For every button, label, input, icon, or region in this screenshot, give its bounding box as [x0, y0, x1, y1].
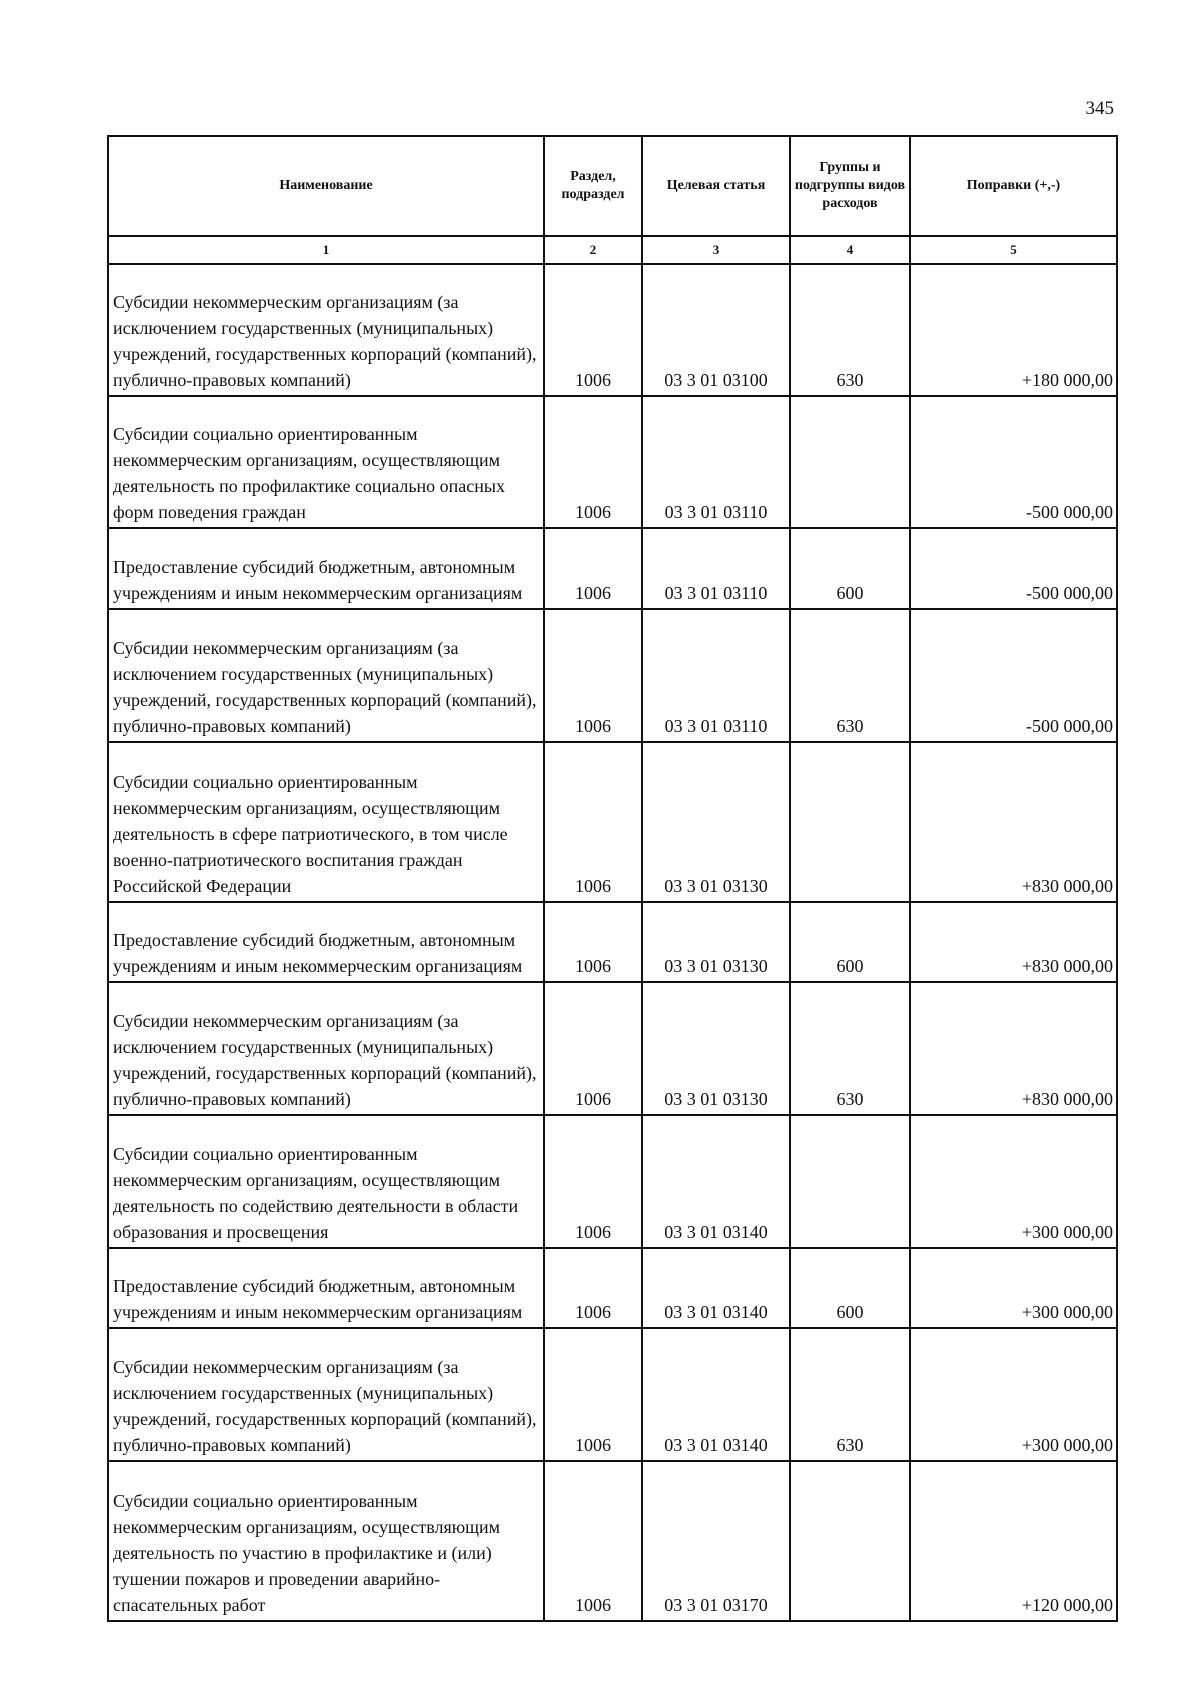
row-target: 03 3 01 03170 — [642, 1461, 790, 1621]
table-row — [108, 528, 1117, 609]
row-group: 630 — [790, 982, 910, 1115]
header-name: Наименование — [108, 136, 544, 236]
budget-amendments-table — [107, 135, 1118, 1622]
row-name: Предоставление субсидий бюджетным, автономным учреждениям и иным некоммерческим организациям — [108, 1248, 544, 1328]
row-section: 1006 — [544, 1115, 642, 1248]
row-group: 630 — [790, 264, 910, 396]
header-target: Целевая статья — [642, 136, 790, 236]
table-row — [108, 264, 1117, 396]
row-name: Субсидии социально ориентированным некоммерческим организациям, осуществляющим деятельность по участию в профилактике и (или) тушении пожаров и проведении аварийно-спасательных работ — [108, 1461, 544, 1621]
row-name: Субсидии социально ориентированным некоммерческим организациям, осуществляющим деятельность в сфере патриотического, в том числе военно-патриотического воспитания граждан Российской Федерации — [108, 742, 544, 902]
row-section: 1006 — [544, 396, 642, 528]
page-number: 345 — [1085, 98, 1114, 119]
row-target: 03 3 01 03130 — [642, 982, 790, 1115]
row-amount: -500 000,00 — [910, 528, 1117, 609]
row-name: Субсидии социально ориентированным некоммерческим организациям, осуществляющим деятельность по содействию деятельности в области образования и просвещения — [108, 1115, 544, 1248]
row-target: 03 3 01 03140 — [642, 1328, 790, 1461]
header-amendments: Поправки (+,-) — [910, 136, 1117, 236]
row-name: Субсидии некоммерческим организациям (за исключением государственных (муниципальных) учреждений, государственных корпораций (компаний), публично-правовых компаний) — [108, 609, 544, 742]
row-name: Субсидии социально ориентированным некоммерческим организациям, осуществляющим деятельность по профилактике социально опасных форм поведения граждан — [108, 396, 544, 528]
row-target: 03 3 01 03110 — [642, 528, 790, 609]
row-section: 1006 — [544, 264, 642, 396]
table-row — [108, 1328, 1117, 1461]
row-amount: +830 000,00 — [910, 902, 1117, 982]
row-amount: +300 000,00 — [910, 1115, 1117, 1248]
column-number: 1 — [108, 236, 544, 264]
row-section: 1006 — [544, 609, 642, 742]
row-group — [790, 742, 910, 902]
row-name: Предоставление субсидий бюджетным, автономным учреждениям и иным некоммерческим организациям — [108, 902, 544, 982]
row-target: 03 3 01 03140 — [642, 1248, 790, 1328]
table-row — [108, 1461, 1117, 1621]
table-header-row — [108, 136, 1117, 236]
row-group — [790, 396, 910, 528]
row-amount: +300 000,00 — [910, 1248, 1117, 1328]
row-section: 1006 — [544, 1328, 642, 1461]
row-target: 03 3 01 03110 — [642, 396, 790, 528]
row-group: 600 — [790, 902, 910, 982]
row-name: Субсидии некоммерческим организациям (за исключением государственных (муниципальных) учреждений, государственных корпораций (компаний), публично-правовых компаний) — [108, 264, 544, 396]
row-name: Субсидии некоммерческим организациям (за исключением государственных (муниципальных) учреждений, государственных корпораций (компаний), публично-правовых компаний) — [108, 1328, 544, 1461]
row-amount: -500 000,00 — [910, 609, 1117, 742]
row-amount: +830 000,00 — [910, 742, 1117, 902]
row-group: 630 — [790, 1328, 910, 1461]
row-group: 600 — [790, 528, 910, 609]
header-groups: Группы и подгруппы видов расходов — [790, 136, 910, 236]
row-target: 03 3 01 03100 — [642, 264, 790, 396]
column-number-row — [108, 236, 1117, 264]
row-name: Предоставление субсидий бюджетным, автономным учреждениям и иным некоммерческим организациям — [108, 528, 544, 609]
row-section: 1006 — [544, 1248, 642, 1328]
row-group: 600 — [790, 1248, 910, 1328]
header-section: Раздел, подраздел — [544, 136, 642, 236]
row-amount: +830 000,00 — [910, 982, 1117, 1115]
row-target: 03 3 01 03130 — [642, 742, 790, 902]
table-row — [108, 1115, 1117, 1248]
row-amount: -500 000,00 — [910, 396, 1117, 528]
table-row — [108, 742, 1117, 902]
row-amount: +120 000,00 — [910, 1461, 1117, 1621]
table-row — [108, 609, 1117, 742]
table-row — [108, 902, 1117, 982]
row-section: 1006 — [544, 742, 642, 902]
row-amount: +180 000,00 — [910, 264, 1117, 396]
table-row — [108, 1248, 1117, 1328]
row-name: Субсидии некоммерческим организациям (за исключением государственных (муниципальных) учреждений, государственных корпораций (компаний), публично-правовых компаний) — [108, 982, 544, 1115]
row-group — [790, 1461, 910, 1621]
column-number: 5 — [910, 236, 1117, 264]
row-section: 1006 — [544, 982, 642, 1115]
table-row — [108, 982, 1117, 1115]
row-amount: +300 000,00 — [910, 1328, 1117, 1461]
row-section: 1006 — [544, 902, 642, 982]
row-target: 03 3 01 03110 — [642, 609, 790, 742]
row-section: 1006 — [544, 528, 642, 609]
row-target: 03 3 01 03140 — [642, 1115, 790, 1248]
column-number: 2 — [544, 236, 642, 264]
row-group: 630 — [790, 609, 910, 742]
table-row — [108, 396, 1117, 528]
column-number: 4 — [790, 236, 910, 264]
row-group — [790, 1115, 910, 1248]
row-section: 1006 — [544, 1461, 642, 1621]
row-target: 03 3 01 03130 — [642, 902, 790, 982]
column-number: 3 — [642, 236, 790, 264]
